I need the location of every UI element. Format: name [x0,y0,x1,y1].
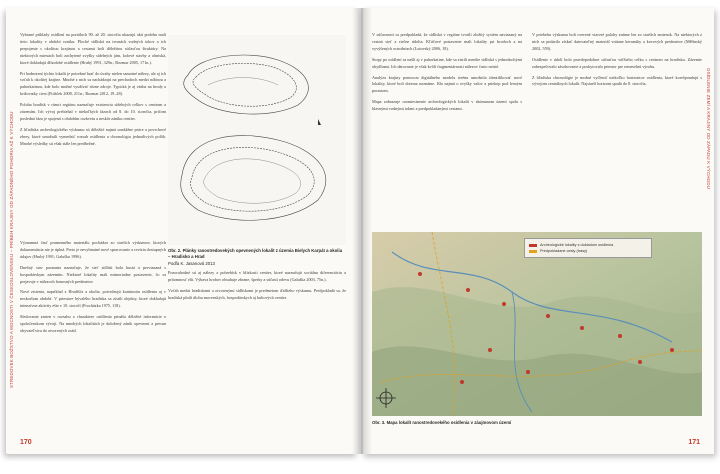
figure-caption [168,248,344,267]
legend-swatch-routes [529,250,537,253]
figure-caption-text: Obr. 2. Plánky ranostredovekých opevnených lokalít z územia Bielych Karpát a okolia – Hradisko a Hrad [168,248,343,260]
paragraph: Z hľadiska archeologického výskumu sú dôležité najmä sondážne práce a povrchové zbery, ktoré umožnili vymedziť rozsah osídlenia a chronológiu jednotlivých polôh. Mnohé výsledky sú však stále len predbežné. [20,126,166,146]
map-caption: Obr. 3. Mapa lokalít ranostredovekého osídlenia v záujmovom území [372,420,512,425]
left-column-right [168,270,346,430]
running-head-right: OSÍDLENIE ZEMÍ A KRAJINY OD ZÁPADU K VÝCHODU [706,68,711,190]
paragraph: Nové zistenia, napríklad z Hradišťa a okolia, potvrdzujú kontinuitu osídlenia aj v neskoršom období. V priestore bývalého hradiska sa zistili objekty, ktoré dokladajú intenzívne aktivity ešte v 10. storočí (Procházka 1975, 118). [20,289,166,309]
page-number-left: 170 [20,439,32,446]
right-page [362,8,714,454]
paragraph: Z hľadiska chronológie je možné vyčleniť niekoľko horizontov osídlenia, ktoré korešpondujú s vývojom centrálnych lokalít. Najstarší horizont spadá do 8. storočia. [532,74,702,87]
legend-swatch-sites [529,244,537,247]
paragraph: Sledovanie zmien v rozsahu a charaktere osídlenia prináša dôležité informácie o spoločenskom vývoji. Na mnohých lokalitách je doložený zánik opevnení a presun obyvateľstva do otvorených osád. [20,314,166,333]
paragraph: Stopy po osídlení sa našli aj v pahorkatine, kde sa zistili menšie sídliská s jednoduchými obydliami. Ich datovanie je však kvôli fragmentárnosti nálezov často neisté. [372,56,522,69]
page-number-right: 171 [688,439,700,446]
book-spine [352,8,372,454]
paragraph: Mapa zobrazuje rozmiestnenie archeologických lokalít v skúmanom území spolu s hlavnými vodnými tokmi a predpokladanými cestami. [372,99,522,112]
paragraph: Významná časť pramenného materiálu pochádza zo starších výskumov, ktorých dokumentácia nie je úplná. Preto je nevyhnutné nové spracovanie a revízia dostupných údajov (Hrubý 1991; Galuška 1996). [20,240,166,259]
paragraph: V priebehu výskumu boli overené viaceré polohy známe len zo starších zmienok. Na niektorých z nich sa podarilo získať datovateľný materiál vrátane keramiky a kovových predmetov (Měřínský 2002, 559). [532,32,702,51]
legend-label: Predpokladané cesty (trasy) [540,249,588,253]
paragraph: Vybrané príklady osídlení na portáloch 90. až 20. storočia ukazujú akú podobu mali tieto lokality v období vzniku. Ploché sídliská na terasách vodných tokov a ich prepojenie s okolitou krajinou a cestami boli dôležitou súčasťou štruktúry. Na niektorých miestach boli zachytené zvyšky sídelných jám, kolové stavby a ohniská, ktoré dokladajú dlhodobé osídlenie (Hrubý 1991, 329n.; Rozmar 2005, 171n.). [20,32,166,65]
right-column-left [372,32,522,228]
map-legend [524,238,652,258]
paragraph: Pozoruhodné sú aj nálezy z pohrebísk v blízkosti centier, ktoré naznačujú sociálnu diferenciáciu a prítomnosť elít. Výbava hrobov obsahuje zbrane, šperky a súčasti odevu (Galuška 2003, 75n.). [168,270,346,282]
legend-label: Archeologické lokality s dokladom osídlenia [540,243,614,247]
site-plan-drawing [168,35,346,245]
running-head-left: STREDOVEK BOŽSTVO A MOCNOSTI V ČESKOSLOVENSKU – PRÍBEH KRAJINY OD ZÁPADNÉHO POHORIA AŽ K VÝCHODU [9,111,14,388]
paragraph: Dnešný stav poznania naznačuje, že sieť sídlisk bola hustá a previazaná s hospodárskym zázemím. Niektoré lokality mali mimoriadne postavenie, čo sa prejavuje v nálezoch honosných predmetov. [20,264,166,284]
paragraph: Analýza krajiny pomocou digitálneho modelu terénu umožnila identifikovať nové lokality, ktoré boli doteraz neznáme. Išlo najmä o zvyšky valov a priekop pod lesným porastom. [372,74,522,94]
paragraph: V súčasnosti sa predpokladá, že sídliská v regióne tvorili zložitý systém naviazaný na cestnú sieť a riečne údolia. Kľúčové postavenie mali lokality pri brodoch a na vyvýšených ostrožniach (Lutovský 2006, 18). [372,32,522,51]
left-page [6,8,358,454]
figure-credit: Podľa K. Jasanová 2013 [168,260,215,266]
site-plan-figure [168,35,346,245]
left-column-top [20,32,166,238]
legend-item [529,248,647,254]
paragraph: Poloha hradísk v rámci regiónu naznačuje existenciu sídelných celkov s centrom a zázemím. Ich vývoj prebiehal v niekoľkých fázach od 8. do 10. storočia, pričom posledná fáza je spojená s obdobím rozkvetu a neskôr zániku centier. [20,102,166,121]
right-column-right [532,32,702,228]
terrain-map [372,232,702,416]
left-column-bottom [20,240,166,430]
paragraph: Osídlenie v údolí bolo pravdepodobne súčasťou väčšieho celku s centrom na hradisku. Zázemie zabezpečovalo zásobovanie a poskytovalo priestor pre remeselnú výrobu. [532,56,702,69]
paragraph: Vzťah medzi hradiskami a otvorenými sídliskami je predmetom ďalšieho výskumu. Predpokladá sa, že hradiská plnili úlohu mocenských, hospodárskych aj kultových centier. [168,287,346,300]
paragraph: Pri hodnotení týchto lokalít je potrebné brať do úvahy nielen samotné nálezy, ale aj ich vzťah k okolitej krajine. Mnohé z nich sa nachádzajú na prechodoch medzi nížinou a pahorkatinou, kde bolo možné využívať rôzne zdroje. Typická je aj väzba na brody a križovatky ciest (Poláček 2008, 211n.; Rozmar 2012, 19–28). [20,70,166,97]
settlement-map [372,232,702,416]
